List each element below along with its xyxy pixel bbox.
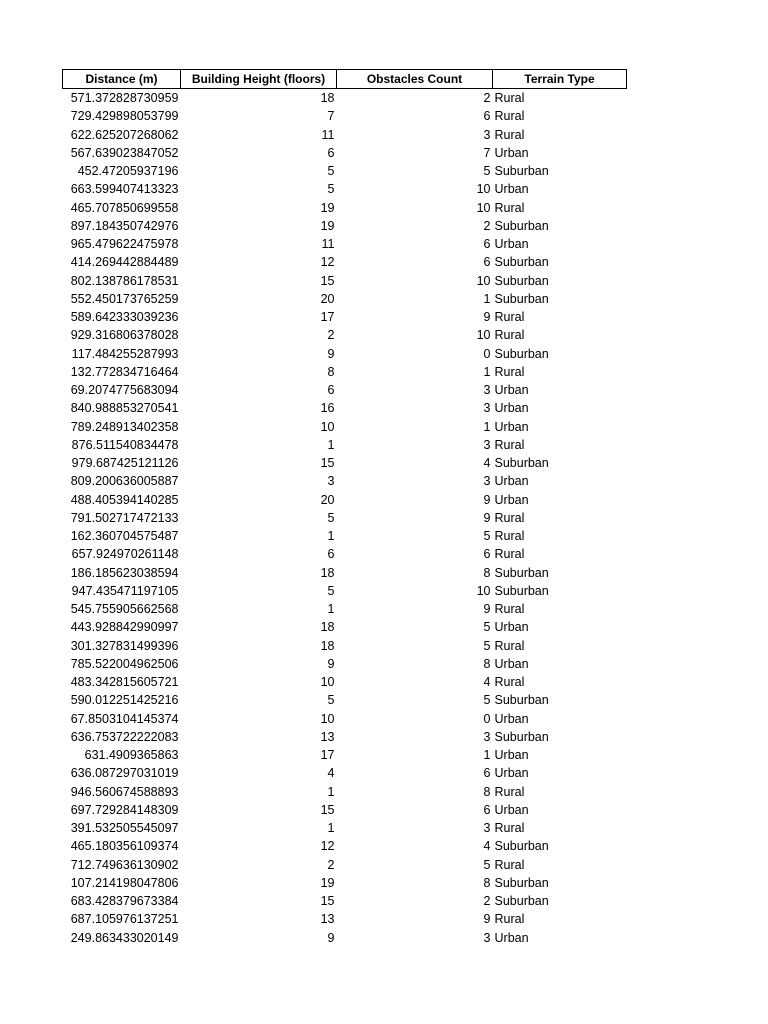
cell-terrain-type: Urban: [494, 237, 529, 252]
cell-distance: 785.522004962506: [70, 656, 179, 671]
cell-building-height: 19: [320, 875, 335, 890]
cell-distance: 69.2074775683094: [70, 383, 179, 398]
cell-distance: 391.532505545097: [70, 821, 179, 836]
cell-distance: 631.4909365863: [84, 748, 179, 763]
table-row: [63, 162, 627, 180]
cell-building-height: 12: [320, 839, 335, 854]
table-row: [63, 418, 627, 436]
table-header: [63, 70, 627, 89]
cell-distance: 840.988853270541: [70, 401, 179, 416]
cell-obstacles-count: 9: [483, 912, 491, 927]
cell-terrain-type: Rural: [494, 784, 525, 799]
cell-obstacles-count: 9: [483, 602, 491, 617]
cell-terrain-type: Suburban: [494, 583, 549, 598]
table-row: [63, 199, 627, 217]
cell-distance: 802.138786178531: [70, 273, 179, 288]
cell-building-height: 9: [327, 930, 335, 945]
cell-distance: 162.360704575487: [70, 529, 179, 544]
cell-building-height: 18: [320, 638, 335, 653]
table-row: [63, 89, 627, 108]
cell-terrain-type: Urban: [494, 492, 529, 507]
cell-distance: 809.200636005887: [70, 474, 179, 489]
table-row: [63, 345, 627, 363]
cell-building-height: 16: [320, 401, 335, 416]
cell-terrain-type: Rural: [494, 310, 525, 325]
table-row: [63, 290, 627, 308]
cell-obstacles-count: 1: [483, 291, 491, 306]
cell-terrain-type: Suburban: [494, 565, 549, 580]
cell-distance: 67.8503104145374: [70, 711, 179, 726]
cell-obstacles-count: 4: [483, 839, 491, 854]
cell-terrain-type: Suburban: [494, 875, 549, 890]
cell-terrain-type: Urban: [494, 401, 529, 416]
table-row: [63, 673, 627, 691]
cell-obstacles-count: 0: [483, 346, 491, 361]
cell-building-height: 10: [320, 711, 335, 726]
cell-building-height: 6: [327, 547, 335, 562]
cell-building-height: 5: [327, 693, 335, 708]
cell-building-height: 20: [320, 291, 335, 306]
table-row: [63, 929, 627, 947]
table-row: [63, 564, 627, 582]
table-row: [63, 691, 627, 709]
cell-distance: 545.755905662568: [70, 602, 179, 617]
cell-distance: 729.429898053799: [70, 109, 179, 124]
cell-distance: 876.511540834478: [71, 437, 179, 452]
header-obstacles-count: Obstacles Count: [337, 70, 493, 89]
cell-obstacles-count: 2: [483, 91, 491, 106]
cell-obstacles-count: 6: [483, 237, 491, 252]
table-row: [63, 710, 627, 728]
cell-obstacles-count: 3: [483, 383, 491, 398]
cell-obstacles-count: 10: [476, 200, 491, 215]
cell-obstacles-count: 8: [483, 875, 491, 890]
table-row: [63, 892, 627, 910]
cell-terrain-type: Urban: [494, 419, 529, 434]
cell-terrain-type: Urban: [494, 930, 529, 945]
cell-distance: 107.214198047806: [70, 875, 179, 890]
cell-terrain-type: Rural: [494, 127, 525, 142]
cell-obstacles-count: 6: [483, 109, 491, 124]
cell-distance: 452.47205937196: [77, 164, 179, 179]
cell-building-height: 13: [320, 912, 335, 927]
cell-terrain-type: Rural: [494, 529, 525, 544]
cell-building-height: 13: [320, 729, 335, 744]
cell-distance: 791.502717472133: [70, 510, 179, 525]
cell-building-height: 1: [327, 437, 335, 452]
cell-building-height: 4: [327, 766, 335, 781]
cell-distance: 947.435471197105: [71, 583, 179, 598]
cell-obstacles-count: 5: [483, 857, 491, 872]
cell-obstacles-count: 10: [476, 273, 491, 288]
header-terrain-type: Terrain Type: [493, 70, 627, 89]
cell-terrain-type: Suburban: [494, 273, 549, 288]
cell-obstacles-count: 4: [483, 456, 491, 471]
table-row: [63, 235, 627, 253]
cell-distance: 636.753722222083: [70, 729, 179, 744]
table-row: [63, 272, 627, 290]
cell-obstacles-count: 3: [483, 729, 491, 744]
cell-obstacles-count: 3: [483, 930, 491, 945]
table-row: [63, 107, 627, 125]
cell-building-height: 7: [327, 109, 335, 124]
cell-terrain-type: Suburban: [494, 218, 549, 233]
cell-terrain-type: Suburban: [494, 894, 549, 909]
cell-terrain-type: Urban: [494, 620, 529, 635]
cell-obstacles-count: 3: [483, 127, 491, 142]
cell-building-height: 18: [320, 91, 335, 106]
cell-building-height: 1: [327, 602, 335, 617]
cell-building-height: 5: [327, 583, 335, 598]
table-row: [63, 217, 627, 235]
cell-obstacles-count: 5: [483, 620, 491, 635]
table-row: [63, 527, 627, 545]
cell-obstacles-count: 2: [483, 894, 491, 909]
cell-distance: 622.625207268062: [70, 127, 179, 142]
table-row: [63, 180, 627, 198]
cell-obstacles-count: 6: [483, 547, 491, 562]
cell-building-height: 15: [320, 456, 335, 471]
cell-terrain-type: Urban: [494, 711, 529, 726]
table-row: [63, 600, 627, 618]
cell-obstacles-count: 1: [483, 748, 491, 763]
cell-building-height: 18: [320, 620, 335, 635]
cell-terrain-type: Suburban: [494, 346, 549, 361]
cell-obstacles-count: 5: [483, 693, 491, 708]
cell-terrain-type: Rural: [494, 547, 525, 562]
cell-distance: 589.642333039236: [70, 310, 179, 325]
cell-obstacles-count: 10: [476, 328, 491, 343]
cell-terrain-type: Rural: [494, 857, 525, 872]
cell-obstacles-count: 10: [476, 182, 491, 197]
cell-building-height: 20: [320, 492, 335, 507]
cell-terrain-type: Rural: [494, 91, 525, 106]
table-row: [63, 783, 627, 801]
cell-distance: 979.687425121126: [71, 456, 179, 471]
cell-terrain-type: Suburban: [494, 291, 549, 306]
cell-obstacles-count: 8: [483, 656, 491, 671]
table-row: [63, 837, 627, 855]
cell-terrain-type: Suburban: [494, 839, 549, 854]
table-row: [63, 910, 627, 928]
cell-terrain-type: Rural: [494, 328, 525, 343]
table-row: [63, 253, 627, 271]
table-row: [63, 582, 627, 600]
cell-obstacles-count: 3: [483, 474, 491, 489]
cell-distance: 488.405394140285: [70, 492, 179, 507]
cell-terrain-type: Rural: [494, 638, 525, 653]
cell-building-height: 1: [327, 821, 335, 836]
cell-terrain-type: Suburban: [494, 729, 549, 744]
cell-terrain-type: Suburban: [494, 164, 549, 179]
cell-distance: 567.639023847052: [70, 145, 179, 160]
cell-terrain-type: Urban: [494, 474, 529, 489]
cell-building-height: 11: [321, 127, 335, 142]
table-body: [63, 89, 627, 947]
table-row: [63, 545, 627, 563]
cell-distance: 465.707850699558: [70, 200, 179, 215]
cell-building-height: 19: [320, 218, 335, 233]
cell-terrain-type: Urban: [494, 383, 529, 398]
cell-building-height: 5: [327, 182, 335, 197]
cell-obstacles-count: 8: [483, 565, 491, 580]
cell-building-height: 11: [321, 237, 335, 252]
cell-obstacles-count: 7: [483, 145, 491, 160]
cell-distance: 683.428379673384: [70, 894, 179, 909]
table-row: [63, 472, 627, 490]
cell-distance: 465.180356109374: [70, 839, 179, 854]
cell-terrain-type: Suburban: [494, 255, 549, 270]
data-table: [62, 69, 627, 947]
cell-obstacles-count: 3: [483, 437, 491, 452]
cell-terrain-type: Urban: [494, 182, 529, 197]
cell-obstacles-count: 3: [483, 821, 491, 836]
cell-building-height: 10: [320, 675, 335, 690]
cell-building-height: 17: [320, 748, 335, 763]
cell-obstacles-count: 1: [483, 364, 491, 379]
table-row: [63, 819, 627, 837]
cell-terrain-type: Rural: [494, 364, 525, 379]
table-row: [63, 618, 627, 636]
cell-distance: 636.087297031019: [70, 766, 179, 781]
cell-terrain-type: Suburban: [494, 693, 549, 708]
cell-obstacles-count: 10: [476, 583, 491, 598]
cell-distance: 414.269442884489: [70, 255, 179, 270]
cell-building-height: 6: [327, 383, 335, 398]
cell-building-height: 15: [320, 273, 335, 288]
cell-terrain-type: Rural: [494, 602, 525, 617]
table-row: [63, 728, 627, 746]
table-row: [63, 655, 627, 673]
cell-obstacles-count: 5: [483, 529, 491, 544]
cell-terrain-type: Rural: [494, 437, 525, 452]
cell-building-height: 1: [327, 529, 335, 544]
cell-distance: 789.248913402358: [70, 419, 179, 434]
cell-distance: 186.185623038594: [70, 565, 179, 580]
cell-terrain-type: Rural: [494, 200, 525, 215]
cell-obstacles-count: 9: [483, 510, 491, 525]
cell-distance: 897.184350742976: [70, 218, 179, 233]
cell-building-height: 9: [327, 656, 335, 671]
header-distance: Distance (m): [63, 70, 181, 89]
table-row: [63, 746, 627, 764]
cell-distance: 687.105976137251: [70, 912, 179, 927]
cell-distance: 301.327831499396: [70, 638, 179, 653]
cell-building-height: 15: [320, 802, 335, 817]
cell-obstacles-count: 2: [483, 218, 491, 233]
cell-building-height: 5: [327, 510, 335, 525]
cell-terrain-type: Urban: [494, 656, 529, 671]
table-row: [63, 363, 627, 381]
cell-distance: 117.484255287993: [71, 346, 179, 361]
cell-obstacles-count: 9: [483, 310, 491, 325]
cell-building-height: 10: [320, 419, 335, 434]
table-row: [63, 491, 627, 509]
cell-terrain-type: Urban: [494, 145, 529, 160]
cell-terrain-type: Urban: [494, 766, 529, 781]
table-row: [63, 454, 627, 472]
table-row: [63, 308, 627, 326]
table-row: [63, 436, 627, 454]
cell-building-height: 9: [327, 346, 335, 361]
cell-obstacles-count: 4: [483, 675, 491, 690]
cell-obstacles-count: 0: [483, 711, 491, 726]
cell-building-height: 5: [327, 164, 335, 179]
cell-distance: 443.928842990997: [70, 620, 179, 635]
cell-obstacles-count: 6: [483, 766, 491, 781]
cell-distance: 965.479622475978: [70, 237, 179, 252]
table-row: [63, 764, 627, 782]
cell-building-height: 2: [327, 857, 335, 872]
cell-obstacles-count: 6: [483, 802, 491, 817]
table-row: [63, 856, 627, 874]
table-row: [63, 637, 627, 655]
cell-distance: 552.450173765259: [70, 291, 179, 306]
cell-building-height: 12: [320, 255, 335, 270]
cell-distance: 590.012251425216: [70, 693, 179, 708]
cell-distance: 657.924970261148: [71, 547, 179, 562]
cell-obstacles-count: 8: [483, 784, 491, 799]
cell-distance: 132.772834716464: [70, 364, 179, 379]
cell-distance: 663.599407413323: [70, 182, 179, 197]
cell-distance: 946.560674588893: [70, 784, 179, 799]
cell-obstacles-count: 5: [483, 164, 491, 179]
table-row: [63, 801, 627, 819]
cell-building-height: 1: [327, 784, 335, 799]
table-row: [63, 126, 627, 144]
cell-building-height: 2: [327, 328, 335, 343]
header-row: [63, 70, 627, 89]
cell-building-height: 19: [320, 200, 335, 215]
table-row: [63, 874, 627, 892]
cell-building-height: 3: [327, 474, 335, 489]
cell-building-height: 15: [320, 894, 335, 909]
cell-building-height: 8: [327, 364, 335, 379]
cell-terrain-type: Urban: [494, 748, 529, 763]
cell-distance: 483.342815605721: [70, 675, 179, 690]
cell-obstacles-count: 3: [483, 401, 491, 416]
table-row: [63, 381, 627, 399]
cell-terrain-type: Rural: [494, 821, 525, 836]
cell-building-height: 18: [320, 565, 335, 580]
cell-building-height: 6: [327, 145, 335, 160]
cell-distance: 697.729284148309: [70, 802, 179, 817]
cell-distance: 712.749636130902: [70, 857, 179, 872]
cell-terrain-type: Suburban: [494, 456, 549, 471]
cell-obstacles-count: 9: [483, 492, 491, 507]
header-building-height: Building Height (floors): [181, 70, 337, 89]
table-row: [63, 399, 627, 417]
cell-terrain-type: Rural: [494, 675, 525, 690]
cell-distance: 929.316806378028: [70, 328, 179, 343]
cell-distance: 571.372828730959: [70, 91, 179, 106]
cell-obstacles-count: 5: [483, 638, 491, 653]
cell-terrain-type: Rural: [494, 912, 525, 927]
table-row: [63, 509, 627, 527]
table-row: [63, 144, 627, 162]
cell-terrain-type: Urban: [494, 802, 529, 817]
cell-obstacles-count: 1: [483, 419, 491, 434]
cell-distance: 249.863433020149: [70, 930, 179, 945]
cell-building-height: 17: [320, 310, 335, 325]
table-row: [63, 326, 627, 344]
cell-terrain-type: Rural: [494, 510, 525, 525]
cell-terrain-type: Rural: [494, 109, 525, 124]
cell-obstacles-count: 6: [483, 255, 491, 270]
